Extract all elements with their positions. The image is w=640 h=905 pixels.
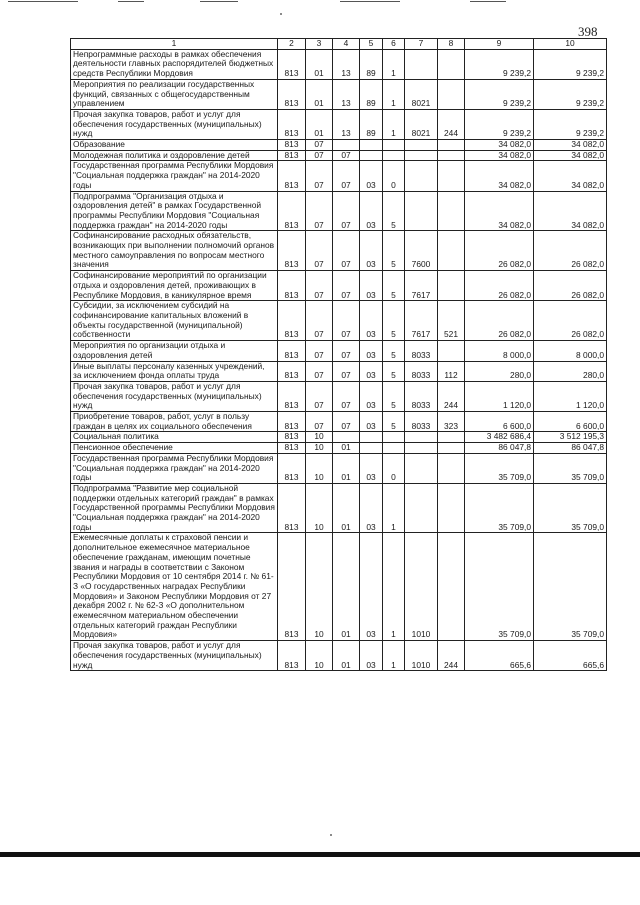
subsection-code: 01 — [333, 641, 360, 671]
subsection-code: 13 — [333, 49, 360, 79]
subprogram-code: 5 — [383, 231, 405, 271]
program-code — [360, 150, 383, 161]
amount-col-10: 8 000,0 — [534, 341, 607, 361]
amount-col-10: 280,0 — [534, 361, 607, 381]
amount-col-10: 35 709,0 — [534, 453, 607, 483]
program-code: 03 — [360, 412, 383, 432]
amount-col-10: 35 709,0 — [534, 533, 607, 641]
direction-code: 7600 — [405, 231, 438, 271]
section-code: 10 — [306, 443, 333, 454]
expense-type-code — [438, 79, 465, 109]
amount-col-9: 34 082,0 — [465, 191, 534, 231]
subprogram-code: 1 — [383, 641, 405, 671]
ministry-code: 813 — [278, 49, 306, 79]
direction-code — [405, 161, 438, 191]
program-code — [360, 443, 383, 454]
direction-code — [405, 150, 438, 161]
ministry-code: 813 — [278, 361, 306, 381]
amount-col-10: 665,6 — [534, 641, 607, 671]
amount-col-10: 3 512 195,3 — [534, 432, 607, 443]
table-row — [71, 301, 607, 341]
budget-table — [70, 38, 607, 671]
line-item-name: Образование — [71, 140, 278, 151]
program-code: 03 — [360, 483, 383, 533]
table-row — [71, 453, 607, 483]
subprogram-code: 1 — [383, 109, 405, 139]
ministry-code: 813 — [278, 483, 306, 533]
amount-col-10: 34 082,0 — [534, 140, 607, 151]
expense-type-code — [438, 453, 465, 483]
table-row — [71, 341, 607, 361]
expense-type-code: 244 — [438, 109, 465, 139]
section-code: 07 — [306, 381, 333, 411]
column-header: 1 — [71, 39, 278, 50]
ministry-code: 813 — [278, 443, 306, 454]
expense-type-code — [438, 341, 465, 361]
subprogram-code: 5 — [383, 301, 405, 341]
column-header: 7 — [405, 39, 438, 50]
column-header: 3 — [306, 39, 333, 50]
line-item-name: Подпрограмма "Развитие мер социальной поддержки отдельных категорий граждан" в рамках Государственной программы Республики Мордовия "Социальная поддержка граждан" на 2014-2020 годы — [71, 483, 278, 533]
section-code: 10 — [306, 533, 333, 641]
expense-type-code: 112 — [438, 361, 465, 381]
table-row — [71, 483, 607, 533]
program-code: 03 — [360, 161, 383, 191]
table-row — [71, 191, 607, 231]
line-item-name: Ежемесячные доплаты к страховой пенсии и дополнительное ежемесячное материальное обеспечение гражданам, имеющим почетные звания и награды в соответствии с Законом Республики Мордовия от 10 сентября 2014 г. № 61-З «О государственных наградах Республики Мордовия» и Законом Республики Мордовия от 27 декабря 2002 г. № 62-З «О дополнительном ежемесячном материальном обеспечении отдельных категорий граждан Республики Мордовия» — [71, 533, 278, 641]
line-item-name: Иные выплаты персоналу казенных учреждений, за исключением фонда оплаты труда — [71, 361, 278, 381]
expense-type-code — [438, 161, 465, 191]
line-item-name: Софинансирование расходных обязательств, возникающих при выполнении полномочий органов местного самоуправления по вопросам местного значения — [71, 231, 278, 271]
amount-col-10: 9 239,2 — [534, 79, 607, 109]
section-code: 10 — [306, 453, 333, 483]
scan-speck — [330, 834, 332, 836]
table-row — [71, 150, 607, 161]
page-number: 398 — [578, 24, 598, 39]
subprogram-code — [383, 443, 405, 454]
column-header: 4 — [333, 39, 360, 50]
section-code: 07 — [306, 150, 333, 161]
subprogram-code: 5 — [383, 361, 405, 381]
subprogram-code: 5 — [383, 271, 405, 301]
column-header: 5 — [360, 39, 383, 50]
subprogram-code — [383, 432, 405, 443]
amount-col-10: 35 709,0 — [534, 483, 607, 533]
direction-code — [405, 191, 438, 231]
table-row — [71, 140, 607, 151]
expense-type-code: 521 — [438, 301, 465, 341]
amount-col-9: 6 600,0 — [465, 412, 534, 432]
line-item-name: Государственная программа Республики Мордовия "Социальная поддержка граждан" на 2014-2020 годы — [71, 453, 278, 483]
section-code: 07 — [306, 140, 333, 151]
program-code: 03 — [360, 641, 383, 671]
line-item-name: Непрограммные расходы в рамках обеспечения деятельности главных распорядителей бюджетных средств Республики Мордовия — [71, 49, 278, 79]
ministry-code: 813 — [278, 161, 306, 191]
amount-col-9: 9 239,2 — [465, 49, 534, 79]
subsection-code: 01 — [333, 443, 360, 454]
table-row — [71, 381, 607, 411]
ministry-code: 813 — [278, 140, 306, 151]
amount-col-9: 3 482 686,4 — [465, 432, 534, 443]
direction-code: 8033 — [405, 381, 438, 411]
direction-code: 7617 — [405, 271, 438, 301]
table-row — [71, 79, 607, 109]
subprogram-code: 5 — [383, 341, 405, 361]
line-item-name: Социальная политика — [71, 432, 278, 443]
expense-type-code: 323 — [438, 412, 465, 432]
subprogram-code: 1 — [383, 79, 405, 109]
ministry-code: 813 — [278, 150, 306, 161]
direction-code: 8021 — [405, 79, 438, 109]
subsection-code — [333, 140, 360, 151]
table-row — [71, 533, 607, 641]
subsection-code: 07 — [333, 341, 360, 361]
amount-col-9: 665,6 — [465, 641, 534, 671]
column-header: 2 — [278, 39, 306, 50]
direction-code: 8033 — [405, 341, 438, 361]
line-item-name: Приобретение товаров, работ, услуг в пользу граждан в целях их социального обеспечения — [71, 412, 278, 432]
amount-col-10: 26 082,0 — [534, 271, 607, 301]
ministry-code: 813 — [278, 641, 306, 671]
expense-type-code — [438, 231, 465, 271]
table-row — [71, 49, 607, 79]
amount-col-10: 9 239,2 — [534, 109, 607, 139]
ministry-code: 813 — [278, 432, 306, 443]
program-code: 03 — [360, 533, 383, 641]
direction-code: 8033 — [405, 361, 438, 381]
ministry-code: 813 — [278, 231, 306, 271]
ministry-code: 813 — [278, 412, 306, 432]
amount-col-9: 9 239,2 — [465, 79, 534, 109]
program-code: 03 — [360, 191, 383, 231]
line-item-name: Пенсионное обеспечение — [71, 443, 278, 454]
subprogram-code: 5 — [383, 381, 405, 411]
subsection-code: 07 — [333, 161, 360, 191]
amount-col-10: 86 047,8 — [534, 443, 607, 454]
column-header: 10 — [534, 39, 607, 50]
amount-col-9: 35 709,0 — [465, 483, 534, 533]
amount-col-9: 86 047,8 — [465, 443, 534, 454]
expense-type-code — [438, 483, 465, 533]
subsection-code: 07 — [333, 191, 360, 231]
section-code: 07 — [306, 341, 333, 361]
ministry-code: 813 — [278, 533, 306, 641]
program-code: 03 — [360, 271, 383, 301]
amount-col-10: 34 082,0 — [534, 191, 607, 231]
table-header-row — [71, 39, 607, 50]
line-item-name: Мероприятия по организации отдыха и оздоровления детей — [71, 341, 278, 361]
subsection-code — [333, 432, 360, 443]
direction-code: 7617 — [405, 301, 438, 341]
subprogram-code: 1 — [383, 483, 405, 533]
subprogram-code — [383, 150, 405, 161]
subsection-code: 07 — [333, 150, 360, 161]
ministry-code: 813 — [278, 453, 306, 483]
amount-col-10: 34 082,0 — [534, 150, 607, 161]
direction-code — [405, 483, 438, 533]
amount-col-9: 26 082,0 — [465, 271, 534, 301]
amount-col-9: 9 239,2 — [465, 109, 534, 139]
subsection-code: 07 — [333, 271, 360, 301]
amount-col-10: 26 082,0 — [534, 301, 607, 341]
program-code: 89 — [360, 49, 383, 79]
amount-col-9: 280,0 — [465, 361, 534, 381]
amount-col-10: 1 120,0 — [534, 381, 607, 411]
direction-code — [405, 432, 438, 443]
section-code: 07 — [306, 191, 333, 231]
line-item-name: Государственная программа Республики Мордовия "Социальная поддержка граждан" на 2014-2020 годы — [71, 161, 278, 191]
program-code: 03 — [360, 301, 383, 341]
subprogram-code: 5 — [383, 412, 405, 432]
expense-type-code: 244 — [438, 381, 465, 411]
table-row — [71, 412, 607, 432]
subsection-code: 13 — [333, 79, 360, 109]
table-row — [71, 231, 607, 271]
subprogram-code: 0 — [383, 453, 405, 483]
program-code: 03 — [360, 231, 383, 271]
amount-col-9: 35 709,0 — [465, 533, 534, 641]
program-code — [360, 432, 383, 443]
program-code: 89 — [360, 109, 383, 139]
subsection-code: 01 — [333, 483, 360, 533]
section-code: 07 — [306, 361, 333, 381]
expense-type-code — [438, 150, 465, 161]
table-row — [71, 161, 607, 191]
table-row — [71, 432, 607, 443]
subprogram-code: 1 — [383, 49, 405, 79]
line-item-name: Прочая закупка товаров, работ и услуг для обеспечения государственных (муниципальных) нужд — [71, 381, 278, 411]
line-item-name: Прочая закупка товаров, работ и услуг для обеспечения государственных (муниципальных) нужд — [71, 109, 278, 139]
program-code: 03 — [360, 381, 383, 411]
program-code: 03 — [360, 453, 383, 483]
ministry-code: 813 — [278, 271, 306, 301]
amount-col-10: 6 600,0 — [534, 412, 607, 432]
amount-col-9: 34 082,0 — [465, 161, 534, 191]
direction-code: 1010 — [405, 641, 438, 671]
section-code: 07 — [306, 161, 333, 191]
subsection-code: 07 — [333, 301, 360, 341]
amount-col-10: 9 239,2 — [534, 49, 607, 79]
line-item-name: Молодежная политика и оздоровление детей — [71, 150, 278, 161]
subsection-code: 07 — [333, 381, 360, 411]
amount-col-9: 34 082,0 — [465, 150, 534, 161]
direction-code: 1010 — [405, 533, 438, 641]
amount-col-10: 34 082,0 — [534, 161, 607, 191]
direction-code: 8021 — [405, 109, 438, 139]
expense-type-code — [438, 533, 465, 641]
scan-edge-marks — [0, 0, 640, 4]
expense-type-code: 244 — [438, 641, 465, 671]
section-code: 01 — [306, 109, 333, 139]
ministry-code: 813 — [278, 341, 306, 361]
line-item-name: Софинансирование мероприятий по организации отдыха и оздоровления детей, проживающих в Республике Мордовия, в каникулярное время — [71, 271, 278, 301]
ministry-code: 813 — [278, 191, 306, 231]
line-item-name: Подпрограмма "Организация отдыха и оздоровления детей" в рамках Государственной программы Республики Мордовия "Социальная поддержка граждан" на 2014-2020 годы — [71, 191, 278, 231]
subsection-code: 07 — [333, 412, 360, 432]
subsection-code: 13 — [333, 109, 360, 139]
expense-type-code — [438, 271, 465, 301]
table-row — [71, 641, 607, 671]
subsection-code: 01 — [333, 453, 360, 483]
ministry-code: 813 — [278, 381, 306, 411]
scan-bottom-bar — [0, 852, 640, 857]
table-row — [71, 109, 607, 139]
subprogram-code: 1 — [383, 533, 405, 641]
amount-col-9: 26 082,0 — [465, 301, 534, 341]
section-code: 07 — [306, 301, 333, 341]
section-code: 07 — [306, 412, 333, 432]
section-code: 10 — [306, 641, 333, 671]
ministry-code: 813 — [278, 79, 306, 109]
direction-code: 8033 — [405, 412, 438, 432]
subsection-code: 01 — [333, 533, 360, 641]
line-item-name: Субсидии, за исключением субсидий на софинансирование капитальных вложений в объекты государственной (муниципальной) собственности — [71, 301, 278, 341]
subprogram-code: 5 — [383, 191, 405, 231]
column-header: 6 — [383, 39, 405, 50]
direction-code — [405, 443, 438, 454]
direction-code — [405, 49, 438, 79]
section-code: 07 — [306, 231, 333, 271]
table-row — [71, 443, 607, 454]
amount-col-10: 26 082,0 — [534, 231, 607, 271]
subprogram-code — [383, 140, 405, 151]
subsection-code: 07 — [333, 231, 360, 271]
program-code — [360, 140, 383, 151]
ministry-code: 813 — [278, 109, 306, 139]
direction-code — [405, 453, 438, 483]
expense-type-code — [438, 49, 465, 79]
column-header: 8 — [438, 39, 465, 50]
direction-code — [405, 140, 438, 151]
subsection-code: 07 — [333, 361, 360, 381]
expense-type-code — [438, 140, 465, 151]
expense-type-code — [438, 443, 465, 454]
program-code: 03 — [360, 361, 383, 381]
program-code: 03 — [360, 341, 383, 361]
amount-col-9: 8 000,0 — [465, 341, 534, 361]
table-row — [71, 271, 607, 301]
section-code: 10 — [306, 483, 333, 533]
section-code: 07 — [306, 271, 333, 301]
line-item-name: Прочая закупка товаров, работ и услуг для обеспечения государственных (муниципальных) нужд — [71, 641, 278, 671]
table-row — [71, 361, 607, 381]
section-code: 01 — [306, 49, 333, 79]
line-item-name: Мероприятия по реализации государственных функций, связанных с общегосударственным управлением — [71, 79, 278, 109]
section-code: 01 — [306, 79, 333, 109]
amount-col-9: 34 082,0 — [465, 140, 534, 151]
expense-type-code — [438, 191, 465, 231]
program-code: 89 — [360, 79, 383, 109]
amount-col-9: 26 082,0 — [465, 231, 534, 271]
column-header: 9 — [465, 39, 534, 50]
expense-type-code — [438, 432, 465, 443]
scan-speck — [280, 13, 282, 15]
subprogram-code: 0 — [383, 161, 405, 191]
amount-col-9: 1 120,0 — [465, 381, 534, 411]
ministry-code: 813 — [278, 301, 306, 341]
section-code: 10 — [306, 432, 333, 443]
amount-col-9: 35 709,0 — [465, 453, 534, 483]
